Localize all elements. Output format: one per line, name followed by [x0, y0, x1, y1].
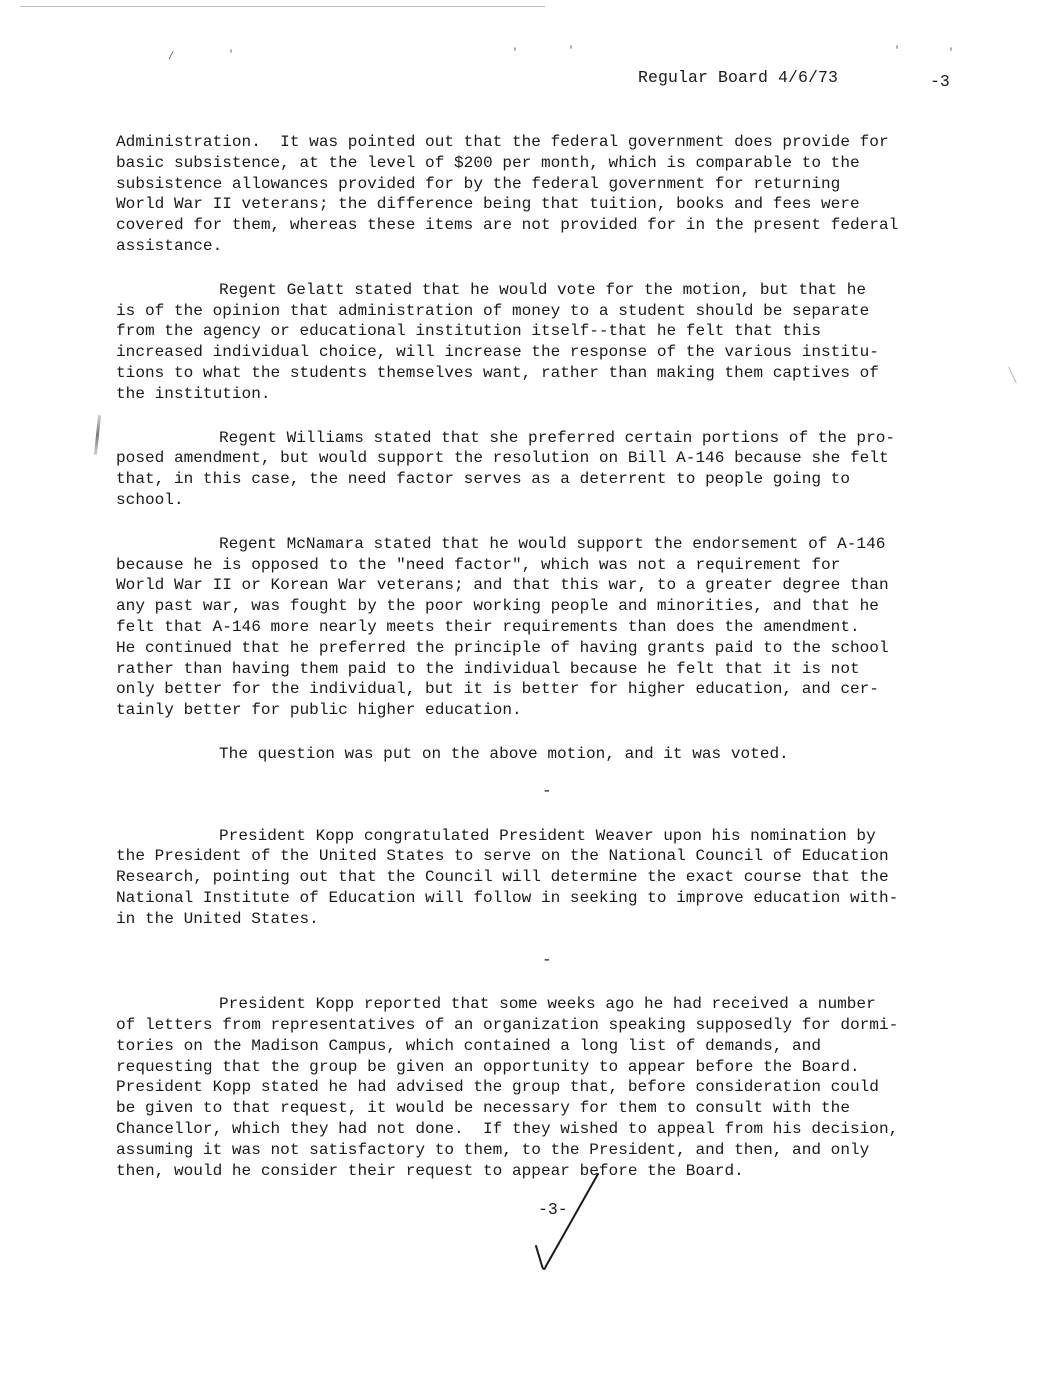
text-line: Research, pointing out that the Council will determine the exact course that the [116, 868, 889, 887]
text-line: subsistence allowances provided for by the federal government for returning [116, 174, 841, 193]
checkmark-icon [530, 1168, 600, 1276]
text-line: in the United States. [116, 909, 319, 928]
text-line: is of the opinion that administration of money to a student should be separate [116, 301, 870, 320]
text-line: only better for the individual, but it is better for higher education, and cer- [116, 680, 879, 699]
document-body [116, 132, 976, 1181]
page-number: -3- [538, 1200, 568, 1219]
text-line: Regent Gelatt stated that he would vote for the motion, but that he [219, 280, 867, 299]
text-line: because he is opposed to the "need factor", which was not a requirement for [116, 555, 841, 574]
running-header: Regular Board 4/6/73 [638, 68, 839, 87]
text-line: basic subsistence, at the level of $200 per month, which is comparable to the [116, 153, 860, 172]
section-separator: - [542, 950, 552, 969]
text-line: tainly better for public higher education. [116, 701, 522, 720]
text-line: tions to what the students themselves want, rather than making them captives of [116, 363, 879, 382]
paragraph-dormitory-letters [116, 994, 976, 1181]
text-line: of letters from representatives of an organization speaking supposedly for dormi- [116, 1016, 899, 1035]
text-line: then, would he consider their request to appear before the Board. [116, 1161, 744, 1180]
paragraph-williams [116, 428, 976, 511]
text-line: the President of the United States to serve on the National Council of Education [116, 847, 889, 866]
margin-tick [1008, 367, 1017, 384]
text-line: World War II veterans; the difference being that tuition, books and fees were [116, 195, 860, 214]
text-line: felt that A-146 more nearly meets their requirements than does the amendment. [116, 617, 860, 636]
paragraph-weaver-nomination [116, 826, 976, 930]
text-line: posed amendment, but would support the resolution on Bill A-146 because she felt [116, 449, 889, 468]
text-line: assistance. [116, 236, 223, 255]
text-line: Administration. It was pointed out that the federal government does provide for [116, 133, 889, 151]
text-line: requesting that the group be given an opportunity to appear before the Board. [116, 1057, 860, 1076]
paragraph-mcnamara [116, 534, 976, 721]
text-line: Chancellor, which they had not done. If they wished to appeal from his decision, [116, 1120, 899, 1139]
text-line: tories on the Madison Campus, which contained a long list of demands, and [116, 1036, 822, 1055]
text-line: rather than having them paid to the individual because he felt that it is not [116, 659, 860, 678]
text-line: increased individual choice, will increase the response of the various institu- [116, 343, 879, 362]
text-line: President Kopp stated he had advised the group that, before consideration could [116, 1078, 879, 1097]
text-line: the institution. [116, 384, 271, 403]
header-page-ref: -3 [930, 72, 950, 91]
text-line: Regent Williams stated that she preferred certain portions of the pro- [219, 428, 896, 447]
text-line: World War II or Korean War veterans; and that this war, to a greater degree than [116, 576, 889, 595]
text-line: covered for them, whereas these items are not provided for in the present federal [116, 216, 899, 235]
paragraph-question-voted [116, 744, 976, 765]
margin-smudge [94, 415, 101, 455]
top-scan-rule [20, 6, 545, 7]
text-line: be given to that request, it would be necessary for them to consult with the [116, 1099, 850, 1118]
text-line: President Kopp reported that some weeks ago he had received a number [219, 995, 876, 1014]
text-line: President Kopp congratulated President Weaver upon his nomination by [219, 826, 876, 845]
text-line: He continued that he preferred the principle of having grants paid to the school [116, 638, 889, 657]
text-line: The question was put on the above motion, and it was voted. [219, 744, 789, 763]
paragraph-administration [116, 132, 976, 257]
section-separator: - [542, 781, 552, 800]
text-line: assuming it was not satisfactory to them, to the President, and then, and only [116, 1140, 870, 1159]
paragraph-gelatt [116, 280, 976, 405]
text-line: any past war, was fought by the poor working people and minorities, and that he [116, 597, 879, 616]
text-line: Regent McNamara stated that he would support the endorsement of A-146 [219, 534, 886, 553]
text-line: school. [116, 490, 184, 509]
text-line: National Institute of Education will follow in seeking to improve education with- [116, 888, 899, 907]
text-line: from the agency or educational institution itself--that he felt that this [116, 322, 822, 341]
text-line: that, in this case, the need factor serves as a deterrent to people going to [116, 470, 850, 489]
